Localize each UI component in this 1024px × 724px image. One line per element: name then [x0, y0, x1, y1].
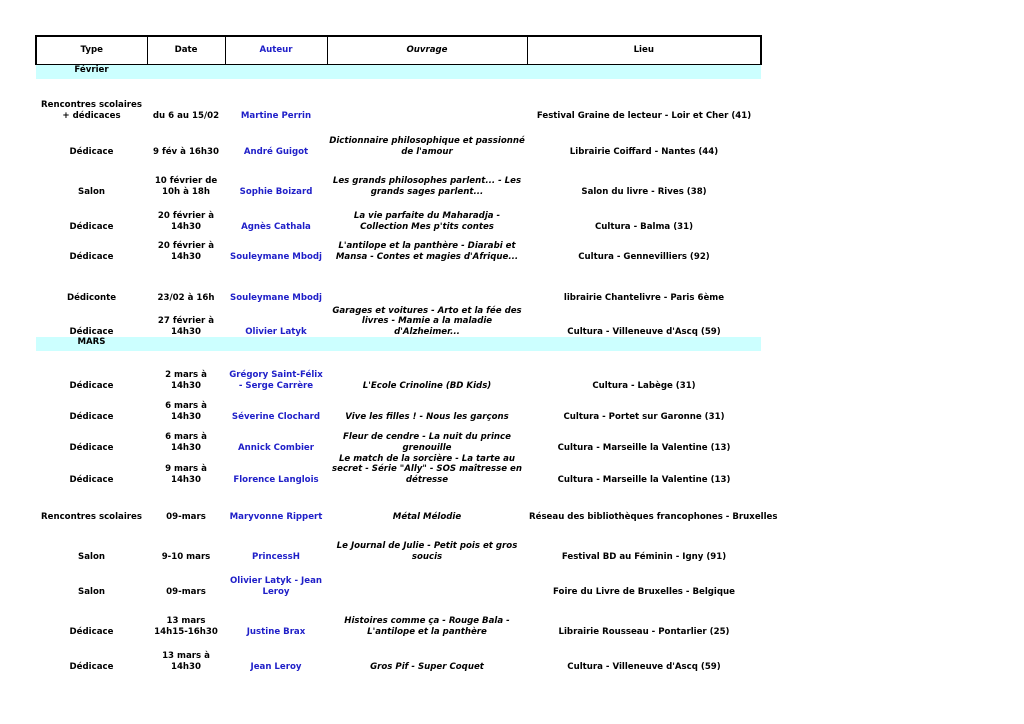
event-work: [327, 79, 527, 121]
event-place: librairie Chantelivre - Paris 6ème: [563, 292, 725, 303]
header-place: Lieu: [527, 36, 761, 65]
event-row: [36, 157, 761, 197]
header-work: Ouvrage: [327, 36, 527, 65]
event-author: Maryvonne Rippert: [229, 511, 323, 522]
event-type: Dédicace: [69, 442, 114, 453]
event-type: Dédicace: [69, 221, 114, 232]
event-work: L'antilope et la panthère - Diarabi et Mansa - Contes et magies d'Afrique...: [335, 241, 519, 262]
event-place: Cultura - Labège (31): [592, 380, 696, 391]
event-date: 6 mars à 14h30: [165, 432, 207, 453]
event-row: [36, 391, 761, 422]
event-place: Cultura - Villeneuve d'Ascq (59): [567, 326, 721, 337]
event-date: 09-mars: [166, 586, 206, 597]
event-work: Métal Mélodie: [392, 511, 462, 522]
month-band: [147, 65, 761, 80]
event-type: Salon: [78, 186, 105, 197]
event-type: Dédicace: [69, 661, 114, 672]
event-row: [36, 351, 761, 391]
event-row: [36, 485, 761, 522]
event-place: Festival Graine de lecteur - Loir et Cher (41): [536, 110, 752, 121]
event-place: Cultura - Marseille la Valentine (13): [557, 442, 731, 453]
event-date: du 6 au 15/02: [152, 110, 220, 121]
event-author: André Guigot: [243, 146, 309, 157]
event-date: 23/02 à 16h: [157, 292, 215, 303]
event-date: 27 février à 14h30: [157, 316, 215, 337]
month-label: MARS: [36, 337, 147, 351]
event-work: Le match de la sorcière - La tarte au secret - Série "Ally" - SOS maîtresse en détresse: [332, 453, 522, 485]
event-place: Cultura - Villeneuve d'Ascq (59): [567, 661, 721, 672]
event-row: [36, 232, 761, 262]
month-row: [36, 337, 761, 351]
event-author: Annick Combier: [238, 442, 314, 453]
header-type: Type: [36, 36, 147, 65]
event-date: 20 février à 14h30: [157, 211, 215, 232]
event-schedule-sheet: [35, 35, 778, 672]
event-date: 9 mars à 14h30: [165, 464, 207, 485]
event-work: La vie parfaite du Maharadja - Collection Mes p'tits contes: [353, 211, 501, 232]
event-row: [36, 79, 761, 121]
event-row: [36, 522, 761, 562]
event-row: [36, 637, 761, 672]
event-work: L'Ecole Crinoline (BD Kids): [362, 380, 492, 391]
event-place: Cultura - Marseille la Valentine (13): [557, 474, 731, 485]
event-type: Rencontres scolaires + dédicaces: [41, 100, 142, 121]
event-author: Olivier Latyk: [245, 326, 307, 337]
header-row: [36, 36, 761, 65]
event-author: Souleymane Mbodj: [230, 292, 322, 303]
event-work: Gros Pif - Super Coquet: [370, 661, 484, 672]
event-date: 20 février à 14h30: [157, 241, 215, 262]
event-type: Salon: [78, 551, 105, 562]
event-author: Sophie Boizard: [239, 186, 313, 197]
event-date: 10 février de 10h à 18h: [154, 176, 218, 197]
event-type: Salon: [78, 586, 105, 597]
event-row: [36, 197, 761, 232]
event-date: 13 mars à 14h30: [162, 651, 210, 672]
event-work: [327, 562, 527, 597]
event-place: Réseau des bibliothèques francophones - Bruxelles: [529, 511, 778, 522]
event-table: [35, 35, 778, 672]
event-row: [36, 453, 761, 485]
event-row: [36, 597, 761, 637]
month-band: [147, 337, 761, 351]
event-place: Salon du livre - Rives (38): [581, 186, 707, 197]
event-author: Agnès Cathala: [241, 221, 311, 232]
event-date: 13 mars 14h15-16h30: [154, 616, 218, 637]
event-author: Souleymane Mbodj: [230, 251, 322, 262]
event-row: [36, 562, 761, 597]
event-place: Cultura - Portet sur Garonne (31): [563, 411, 725, 422]
event-date: 9 fév à 16h30: [153, 146, 219, 157]
event-work: [327, 262, 527, 303]
event-work: Histoires comme ça - Rouge Bala - L'antilope et la panthère: [344, 616, 510, 637]
event-work: Fleur de cendre - La nuit du prince grenouille: [343, 432, 511, 453]
event-type: Dédicace: [69, 380, 114, 391]
event-author: Justine Brax: [246, 626, 306, 637]
event-author: PrincessH: [252, 551, 300, 562]
event-type: Dédicace: [69, 146, 114, 157]
event-place: Librairie Rousseau - Pontarlier (25): [558, 626, 730, 637]
event-rows: [36, 65, 778, 673]
event-date: 2 mars à 14h30: [165, 370, 207, 391]
event-author: Séverine Clochard: [231, 411, 321, 422]
event-place: Cultura - Balma (31): [594, 221, 694, 232]
event-work: Vive les filles ! - Nous les garçons: [345, 411, 509, 422]
event-row: [36, 303, 761, 337]
event-date: 9-10 mars: [161, 551, 211, 562]
event-work: Les grands philosophes parlent... - Les grands sages parlent...: [332, 176, 522, 197]
header-author: Auteur: [225, 36, 327, 65]
month-label: Février: [36, 65, 147, 80]
event-type: Dédicace: [69, 251, 114, 262]
event-type: Rencontres scolaires: [41, 511, 142, 522]
event-row: [36, 121, 761, 157]
event-author: Florence Langlois: [233, 474, 319, 485]
event-author: Olivier Latyk - Jean Leroy: [230, 576, 322, 597]
event-type: Dédicace: [69, 326, 114, 337]
event-row: [36, 422, 761, 453]
event-type: Dédicace: [69, 474, 114, 485]
event-date: 09-mars: [166, 511, 206, 522]
event-type: Dédiconte: [66, 292, 117, 303]
event-date: 6 mars à 14h30: [165, 401, 207, 422]
event-place: Foire du Livre de Bruxelles - Belgique: [553, 586, 735, 597]
event-work: Garages et voitures - Arto et la fée des livres - Mamie a la maladie d'Alzheimer...: [332, 305, 522, 337]
event-row: [36, 262, 761, 303]
event-type: Dédicace: [69, 411, 114, 422]
event-work: Le Journal de Julie - Petit pois et gros soucis: [336, 541, 518, 562]
event-author: Grégory Saint-Félix - Serge Carrère: [229, 370, 323, 391]
event-type: Dédicace: [69, 626, 114, 637]
header-date: Date: [147, 36, 225, 65]
event-author: Jean Leroy: [250, 661, 302, 672]
event-place: Festival BD au Féminin - Igny (91): [561, 551, 727, 562]
event-work: Dictionnaire philosophique et passionné de l'amour: [329, 136, 525, 157]
event-place: Cultura - Gennevilliers (92): [578, 251, 710, 262]
event-author: Martine Perrin: [240, 110, 312, 121]
month-row: [36, 65, 761, 80]
event-place: Librairie Coiffard - Nantes (44): [569, 146, 719, 157]
